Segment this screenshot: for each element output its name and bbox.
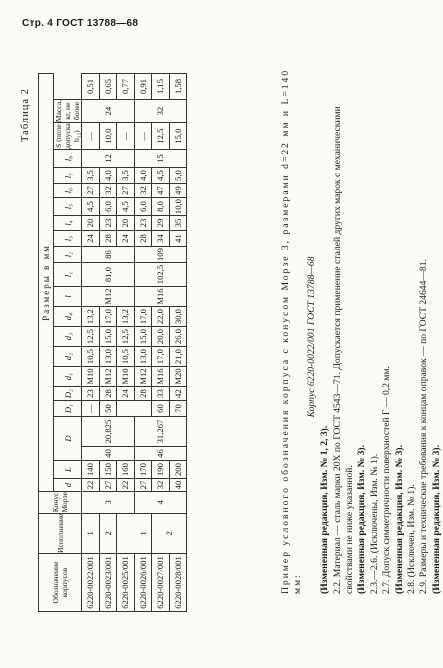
cell: 34 — [152, 231, 170, 247]
cell: 6220-0027/001 — [152, 554, 170, 612]
cell: 33 — [152, 387, 170, 401]
cell: 4 — [134, 492, 187, 514]
designation-example: Корпус 6220-0022/001 ГОСТ 13788—68 — [305, 256, 317, 418]
cell: 24 — [117, 387, 135, 401]
cell: M10 — [82, 367, 100, 387]
cell: — — [134, 123, 152, 150]
cell: 28 — [99, 231, 117, 247]
page-header: Стр. 4 ГОСТ 13788—68 — [22, 18, 139, 29]
header-version: Исполнение — [39, 513, 82, 553]
cell: — — [82, 123, 100, 150]
cell: 200 — [169, 461, 187, 479]
header-d4: d₄ — [54, 307, 82, 327]
cell: 23 — [99, 216, 117, 231]
cell: 21,0 — [169, 347, 187, 367]
example-paragraph: Пример условного обозначения корпуса с конусом Морзе 3, размерами d=22 мм и L=140 мм: — [280, 68, 304, 594]
cell: 0,77 — [117, 73, 135, 99]
header-d1: d₁ — [54, 367, 82, 387]
cell: 190 — [152, 461, 170, 479]
cell: 27 — [134, 479, 152, 492]
cell: 22,0 — [152, 307, 170, 327]
cell: 24 — [117, 231, 135, 247]
cell: 102,5 — [134, 263, 187, 287]
rotated-page-content — [18, 52, 442, 612]
cell: 3,5 — [82, 168, 100, 184]
header-l: l — [54, 287, 82, 307]
cell: 4,0 — [134, 168, 152, 184]
paragraph: 2.9. Размеры и технические требования к концам оправок — по ГОСТ 24644—81. — [418, 259, 430, 594]
header-L: L — [54, 461, 82, 479]
header-D1: D₁ — [54, 401, 82, 417]
cell: 27 — [99, 479, 117, 492]
cell: 2 — [99, 513, 117, 553]
body-text — [280, 62, 443, 612]
cell: 20,0 — [152, 327, 170, 347]
cell: 29 — [152, 216, 170, 231]
header-l2: l₂ — [54, 247, 82, 263]
cell: 15 — [134, 150, 187, 168]
cell: 6220-0026/001 — [134, 554, 152, 612]
cell: 13,2 — [82, 307, 100, 327]
header-l8: l₈ — [54, 150, 82, 168]
table-row — [82, 73, 100, 611]
cell: 6220-0023/001 — [99, 554, 117, 612]
header-l7: l₇ — [54, 168, 82, 184]
cell: 4,5 — [152, 168, 170, 184]
header-S: S (поле допуска b₁₂) — [54, 123, 81, 150]
cell: 32 — [99, 184, 117, 198]
cell: 47 — [152, 184, 170, 198]
cell: 17,0 — [99, 307, 117, 327]
cell: 28 — [134, 387, 152, 401]
cell: 49 — [169, 184, 187, 198]
cell: 46 — [134, 447, 187, 461]
cell: 10,0 — [99, 123, 117, 150]
cell: 23 — [134, 216, 152, 231]
cell: 60 — [152, 401, 170, 417]
table-row — [134, 73, 152, 611]
cell: 20 — [117, 216, 135, 231]
cell: 24 — [82, 99, 135, 122]
cell: 109 — [134, 247, 187, 263]
cell: 8,0 — [152, 198, 170, 216]
cell: 27 — [117, 184, 135, 198]
cell: 28 — [134, 231, 152, 247]
cell: 12,5 — [152, 123, 170, 150]
header-l6: l₆ — [54, 184, 82, 198]
cell: 32 — [134, 184, 152, 198]
header-designation: Обозначение корпусов — [39, 554, 82, 612]
cell: M10 — [117, 367, 135, 387]
header-D: D — [54, 417, 82, 461]
cell: 0,51 — [82, 73, 100, 99]
cell: 12,5 — [82, 327, 100, 347]
cell: 150 — [99, 461, 117, 479]
cell: 3,5 — [117, 168, 135, 184]
cell: 1 — [82, 513, 100, 553]
cell: 6220-0025/001 — [117, 554, 135, 612]
cell: 140 — [82, 461, 100, 479]
cell: 31,267 — [134, 417, 187, 447]
header-D2: D₂ — [54, 387, 82, 401]
cell: 10,0 — [169, 198, 187, 216]
cell: 160 — [117, 461, 135, 479]
cell: M12 — [99, 367, 117, 387]
cell — [117, 513, 135, 553]
cell: 170 — [134, 461, 152, 479]
cell: 23 — [82, 387, 100, 401]
cell: 4,5 — [117, 198, 135, 216]
cell: — — [82, 401, 100, 417]
cell: 6,0 — [134, 198, 152, 216]
cell: 13,0 — [99, 347, 117, 367]
cell: 32 — [134, 99, 187, 122]
cell: 20,825 — [82, 417, 135, 447]
cell: 81,0 — [82, 263, 135, 287]
cell: M16 — [134, 287, 187, 307]
paragraph: 2.3.—2.6. (Исключены, Изм. № 1). — [368, 453, 380, 594]
cell: 1 — [134, 513, 152, 553]
cell: 24 — [82, 231, 100, 247]
cell: 6220-0022/001 — [82, 554, 100, 612]
paragraph: (Измененная редакция, Изм. № 3). — [393, 444, 405, 594]
cell — [117, 401, 135, 417]
paragraph: 2.8. (Исключен, Изм. № 1). — [406, 484, 418, 594]
cell: 35 — [169, 216, 187, 231]
cell: 15,0 — [99, 327, 117, 347]
cell: 30,0 — [169, 307, 187, 327]
cell: 41 — [169, 231, 187, 247]
cell: 28 — [99, 387, 117, 401]
cell: 20 — [82, 216, 100, 231]
header-d3: d₃ — [54, 327, 82, 347]
cell: 22 — [117, 479, 135, 492]
cell: 26,0 — [169, 327, 187, 347]
cell: 10,5 — [82, 347, 100, 367]
cell: 6,0 — [99, 198, 117, 216]
cell: 12,5 — [117, 327, 135, 347]
paragraph: 2.7. Допуск симметричности поверхностей Г — 0,2 мм. — [381, 366, 393, 594]
header-l3: l₃ — [54, 231, 82, 247]
cell: 15,0 — [134, 327, 152, 347]
cell: — — [117, 123, 135, 150]
cell: 4,0 — [99, 168, 117, 184]
header-d2: d₂ — [54, 347, 82, 367]
cell: 40 — [82, 447, 135, 461]
cell: 0,91 — [134, 73, 152, 99]
cell: 50 — [99, 401, 117, 417]
paragraph: 2.2. Материал — сталь марки 20Х по ГОСТ 4543—71. Допускается применение сталей других марок с механическими свойствами не ниже указанной. — [331, 106, 356, 594]
table-title: Таблица 2 — [20, 88, 31, 142]
header-group-dimensions: Размеры в мм — [39, 73, 54, 491]
header-morse-taper: Конус Морзе — [39, 492, 82, 514]
cell: M12 — [82, 287, 135, 307]
cell — [134, 401, 152, 417]
header-l1: l₁ — [54, 263, 82, 287]
header-d: d — [54, 479, 82, 492]
cell: 10,5 — [117, 347, 135, 367]
cell: 1,58 — [169, 73, 187, 99]
cell: 3 — [82, 492, 135, 514]
header-mass: Масса, кг, не более — [54, 99, 81, 123]
cell: 17,0 — [152, 347, 170, 367]
header-l5: l₅ — [54, 198, 82, 216]
cell: 0,65 — [99, 73, 117, 99]
cell: 13,0 — [134, 347, 152, 367]
cell: 13,2 — [117, 307, 135, 327]
dimensions-table — [38, 73, 187, 612]
cell: 22 — [82, 479, 100, 492]
cell: 40 — [169, 479, 187, 492]
cell: M16 — [152, 367, 170, 387]
cell: 15,0 — [169, 123, 187, 150]
cell: 6220-0028/001 — [169, 554, 187, 612]
cell: 32 — [152, 479, 170, 492]
cell: M20 — [169, 367, 187, 387]
cell: M12 — [134, 367, 152, 387]
cell: 1,15 — [152, 73, 170, 99]
cell: 4,5 — [82, 198, 100, 216]
cell: 42 — [169, 387, 187, 401]
paragraph: (Измененная редакция, Изм. № 1, 2, 3). — [319, 425, 331, 594]
cell: 12 — [82, 150, 135, 168]
cell: 86 — [82, 247, 135, 263]
cell: 2 — [152, 513, 187, 553]
cell: 5,0 — [169, 168, 187, 184]
paragraph: (Измененная редакция, Изм. № 3). — [430, 444, 442, 594]
paragraph: (Измененная редакция, Изм. № 3). — [356, 444, 368, 594]
cell: 17,0 — [134, 307, 152, 327]
cell: 27 — [82, 184, 100, 198]
header-l4: l₄ — [54, 216, 82, 231]
cell: 70 — [169, 401, 187, 417]
